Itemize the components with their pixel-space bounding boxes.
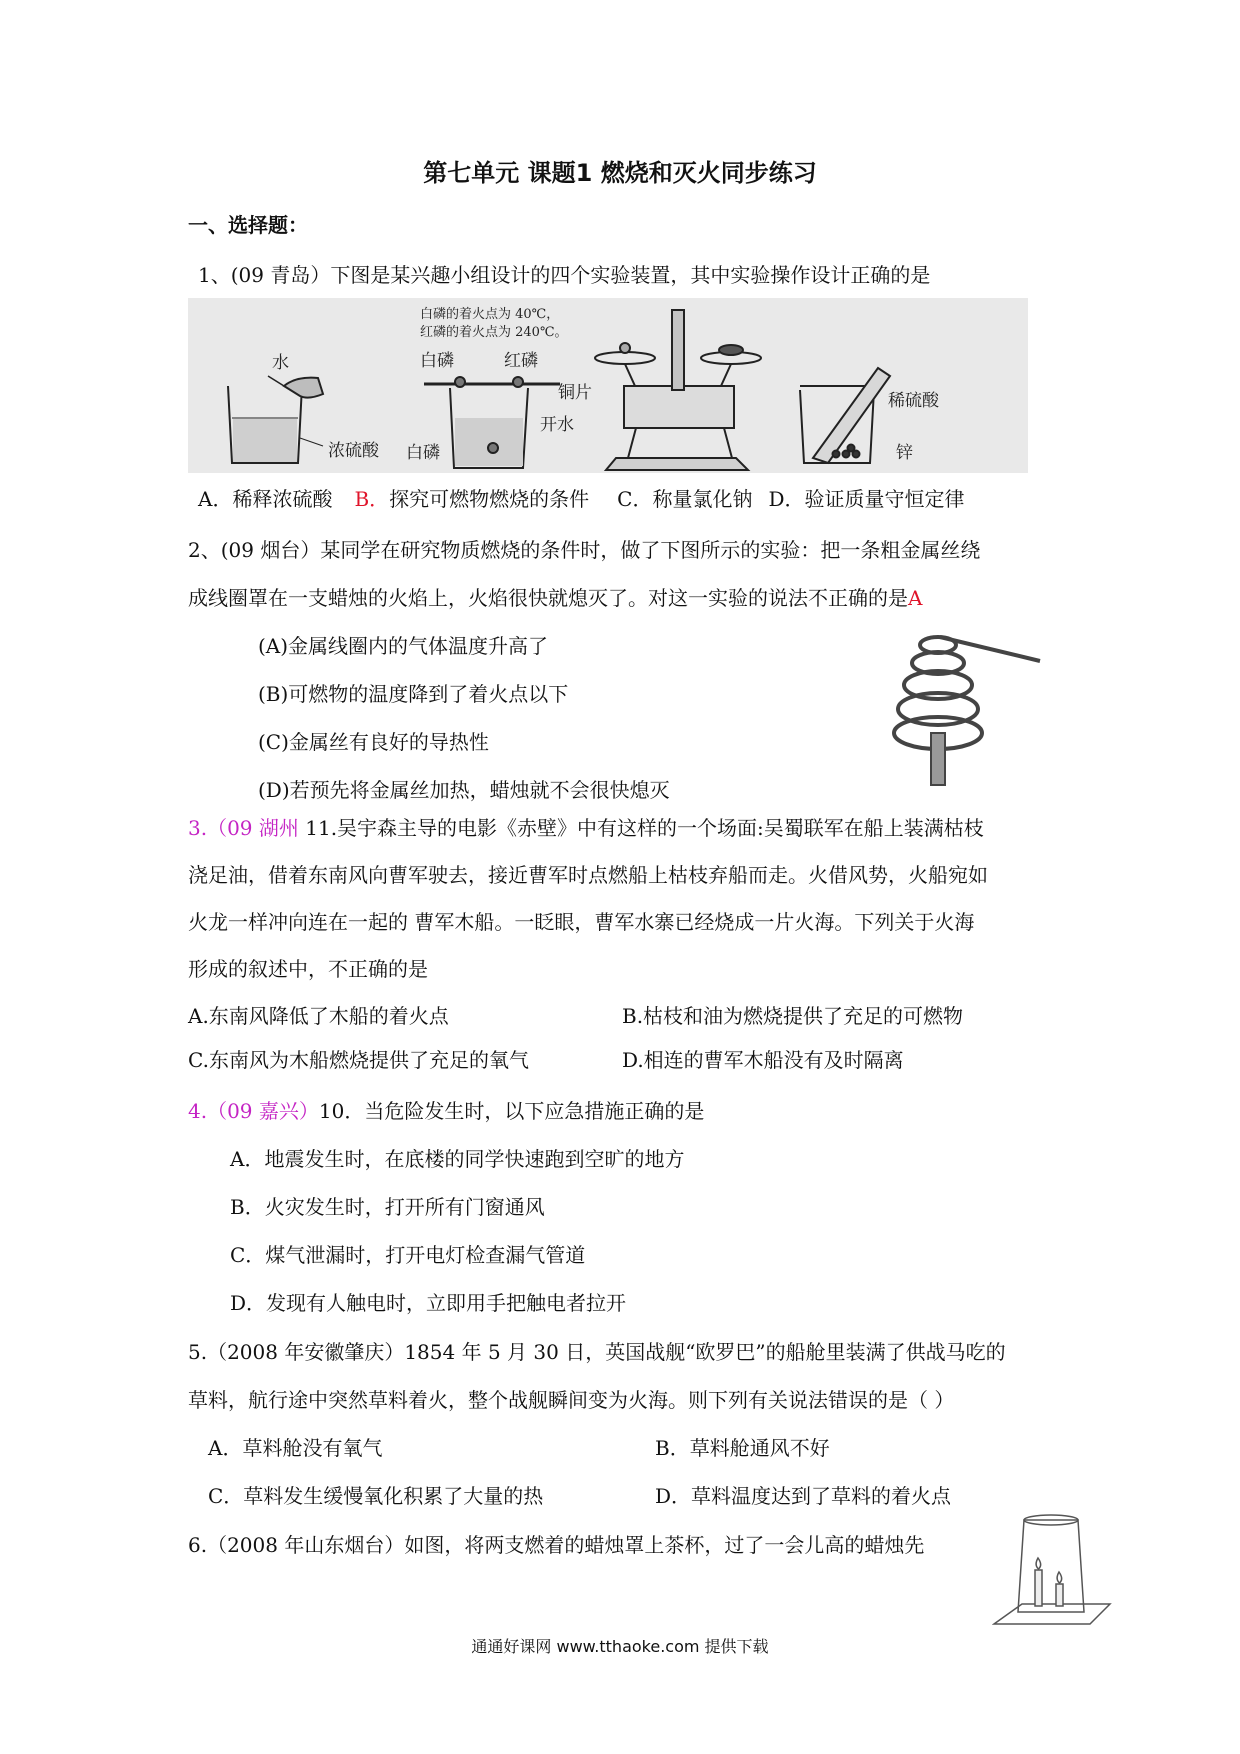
q2-stem-end: 成线圈罩在一支蜡烛的火焰上，火焰很快就熄灭了。对这一实验的说法不正确的是 [188,586,908,610]
q4-source: 4.（09 嘉兴） [188,1099,319,1123]
q4-option-d: D．发现有人触电时，立即用手把触电者拉开 [230,1291,627,1315]
q1-option-b-text: 探究可燃物燃烧的条件 [389,487,590,511]
q4-option-c: C．煤气泄漏时，打开电灯检查漏气管道 [230,1243,586,1267]
q1-option-c: C．称量氯化钠 [617,487,753,511]
label-copper: 铜片 [558,383,592,403]
q1-apparatus-figure [188,298,1028,473]
page-footer: 通通好课网 www.tthaoke.com 提供下载 [471,1637,769,1656]
q5-line-2: 草料，航行途中突然草料着火，整个战舰瞬间变为火海。则下列有关说法错误的是（ ） [188,1388,955,1412]
section-heading: 一、选择题： [188,213,308,237]
coil-icon [894,637,1040,749]
label-red-p: 红磷 [504,351,538,371]
q5-option-c: C．草料发生缓慢氧化积累了大量的热 [208,1484,544,1508]
label-white-p-bottom: 白磷 [406,443,440,463]
q3-option-d: D.相连的曹军木船没有及时隔离 [622,1048,904,1072]
q3-line-3: 火龙一样冲向连在一起的 曹军木船。一眨眼，曹军水寨已经烧成一片火海。下列关于火海 [188,910,975,934]
short-candle-icon [1056,1584,1063,1606]
q1-stem: 1、(09 青岛）下图是某兴趣小组设计的四个实验装置，其中实验操作设计正确的是 [198,263,931,287]
q2-option-b: (B)可燃物的温度降到了着火点以下 [258,682,569,706]
q5-option-a: A．草料舱没有氧气 [208,1436,383,1460]
flame-icon [1036,1558,1041,1569]
label-zinc: 锌 [896,443,913,463]
q2-line-2 [188,585,922,611]
q2-option-d: (D)若预先将金属丝加热，蜡烛就不会很快熄灭 [258,778,670,802]
label-water: 水 [272,353,289,373]
q3-stem-1: 11.吴宇森主导的电影《赤壁》中有这样的一个场面:吴蜀联军在船上装满枯枝 [298,816,984,840]
q5-option-b: B．草料舱通风不好 [655,1436,830,1460]
q5-option-d: D．草料温度达到了草料的着火点 [655,1484,952,1508]
flame-icon [1057,1572,1062,1583]
label-boiling: 开水 [540,415,574,435]
label-white-p-top: 白磷 [420,351,454,371]
q2-option-a: (A)金属线圈内的气体温度升高了 [258,634,549,658]
q5-line-1: 5.（2008 年安徽肇庆）1854 年 5 月 30 日，英国战舰“欧罗巴”的船舱里装满了供战马吃的 [188,1340,1006,1364]
q1-option-a: A．稀释浓硫酸 [198,487,333,511]
q3-line-4: 形成的叙述中，不正确的是 [188,957,428,981]
q4-option-b: B．火灾发生时，打开所有门窗通风 [230,1195,545,1219]
label-ignition-1: 白磷的着火点为 40℃， [420,307,560,322]
cup-candles-figure [992,1512,1112,1632]
q4-stem [188,1098,704,1124]
q6-line-1: 6.（2008 年山东烟台）如图，将两支燃着的蜡烛罩上茶杯，过了一会儿高的蜡烛先 [188,1533,925,1557]
q2-line-1: 2、(09 烟台）某同学在研究物质燃烧的条件时，做了下图所示的实验：把一条粗金属丝绕 [188,538,981,562]
q3-option-a: A.东南风降低了木船的着火点 [188,1004,449,1028]
q3-option-b: B.枯枝和油为燃烧提供了充足的可燃物 [622,1004,964,1028]
q3-option-c: C.东南风为木船燃烧提供了充足的氧气 [188,1048,529,1072]
q2-answer: A [908,586,923,610]
q1-options [198,486,965,512]
q1-option-b-letter: B． [354,487,390,511]
q1-option-d: D．验证质量守恒定律 [768,487,965,511]
q4-option-a: A．地震发生时，在底楼的同学快速跑到空旷的地方 [230,1147,685,1171]
q4-stem-text: 10．当危险发生时，以下应急措施正确的是 [318,1099,705,1123]
q3-line-1 [188,815,984,841]
label-dilute-acid: 稀硫酸 [888,391,939,411]
q3-line-2: 浇足油，借着东南风向曹军驶去，接近曹军时点燃船上枯枝弃船而走。火借风势，火船宛如 [188,863,988,887]
candle-icon [931,733,945,785]
page-title: 第七单元 课题1 燃烧和灭火同步练习 [423,159,817,187]
tall-candle-icon [1035,1570,1042,1606]
label-conc-acid: 浓硫酸 [328,441,379,461]
q3-source: 3.（09 湖州 [188,816,299,840]
coil-candle-figure [880,615,1050,795]
label-ignition-2: 红磷的着火点为 240℃。 [420,325,568,340]
q2-option-c: (C)金属丝有良好的导热性 [258,730,489,754]
